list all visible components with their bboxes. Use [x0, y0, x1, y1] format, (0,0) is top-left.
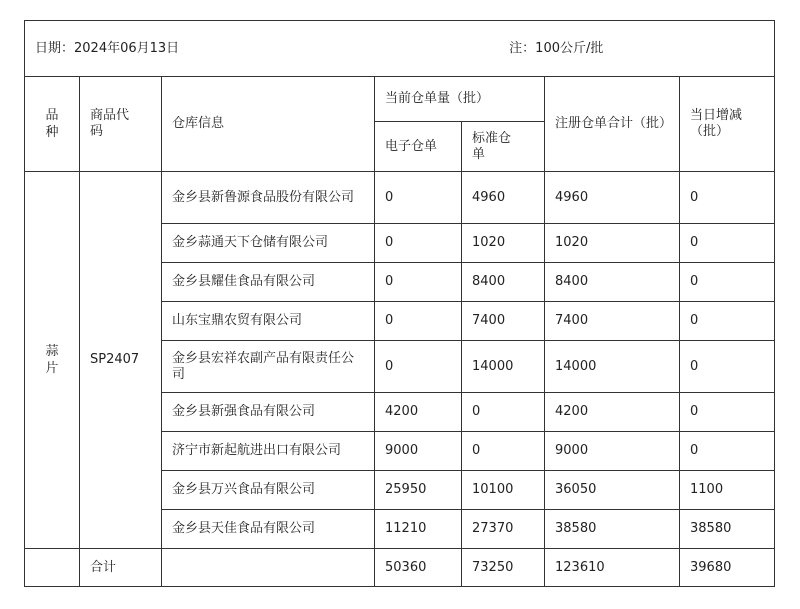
standard-cell: 27370 — [462, 510, 545, 549]
summary-electronic: 50360 — [375, 549, 462, 587]
col-code-header: 商品代码 — [80, 77, 162, 172]
change-cell: 0 — [680, 302, 775, 341]
warehouse-cell: 济宁市新起航进出口有限公司 — [162, 432, 375, 471]
col-current-group-header: 当前仓单量（批） — [375, 77, 545, 122]
total-cell: 4200 — [545, 393, 680, 432]
electronic-cell: 9000 — [375, 432, 462, 471]
change-cell: 1100 — [680, 471, 775, 510]
change-cell: 0 — [680, 263, 775, 302]
summary-row — [25, 549, 775, 587]
total-cell: 1020 — [545, 224, 680, 263]
standard-cell: 14000 — [462, 341, 545, 393]
standard-cell: 7400 — [462, 302, 545, 341]
warehouse-cell: 金乡蒜通天下仓储有限公司 — [162, 224, 375, 263]
electronic-cell: 0 — [375, 224, 462, 263]
warehouse-cell: 金乡县宏祥农副产品有限责任公司 — [162, 341, 375, 393]
standard-cell: 8400 — [462, 263, 545, 302]
total-cell: 8400 — [545, 263, 680, 302]
warehouse-cell: 山东宝鼎农贸有限公司 — [162, 302, 375, 341]
summary-total: 123610 — [545, 549, 680, 587]
electronic-cell: 0 — [375, 302, 462, 341]
info-row — [25, 21, 775, 77]
report-date: 日期：2024年06月13日 — [35, 40, 180, 56]
electronic-cell: 0 — [375, 263, 462, 302]
total-cell: 7400 — [545, 302, 680, 341]
warehouse-cell: 金乡县新鲁源食品股份有限公司 — [162, 172, 375, 224]
change-cell: 0 — [680, 341, 775, 393]
electronic-cell: 4200 — [375, 393, 462, 432]
change-cell: 0 — [680, 224, 775, 263]
standard-cell: 10100 — [462, 471, 545, 510]
change-cell: 0 — [680, 172, 775, 224]
info-cell — [25, 21, 775, 77]
total-cell: 4960 — [545, 172, 680, 224]
standard-cell: 4960 — [462, 172, 545, 224]
col-variety-header: 品种 — [25, 77, 80, 172]
total-cell: 9000 — [545, 432, 680, 471]
electronic-cell: 0 — [375, 172, 462, 224]
code-cell: SP2407 — [80, 172, 162, 549]
variety-cell: 蒜片 — [25, 172, 80, 549]
warehouse-receipt-table — [24, 20, 775, 587]
col-registered-total-header: 注册仓单合计（批） — [545, 77, 680, 172]
warehouse-cell: 金乡县天佳食品有限公司 — [162, 510, 375, 549]
standard-cell: 1020 — [462, 224, 545, 263]
header-row-1 — [25, 77, 775, 122]
electronic-cell: 0 — [375, 341, 462, 393]
change-cell: 0 — [680, 432, 775, 471]
warehouse-cell: 金乡县耀佳食品有限公司 — [162, 263, 375, 302]
total-cell: 14000 — [545, 341, 680, 393]
total-cell: 36050 — [545, 471, 680, 510]
col-warehouse-header: 仓库信息 — [162, 77, 375, 172]
summary-standard: 73250 — [462, 549, 545, 587]
table-row — [25, 172, 775, 224]
summary-label: 合计 — [80, 549, 162, 587]
total-cell: 38580 — [545, 510, 680, 549]
col-electronic-header: 电子仓单 — [375, 122, 462, 172]
summary-variety-cell — [25, 549, 80, 587]
unit-note: 注：100公斤/批 — [509, 40, 604, 56]
change-cell: 38580 — [680, 510, 775, 549]
change-cell: 0 — [680, 393, 775, 432]
col-daily-change-header: 当日增减（批） — [680, 77, 775, 172]
col-standard-header: 标准仓单 — [462, 122, 545, 172]
summary-change: 39680 — [680, 549, 775, 587]
warehouse-cell: 金乡县万兴食品有限公司 — [162, 471, 375, 510]
electronic-cell: 25950 — [375, 471, 462, 510]
warehouse-cell: 金乡县新强食品有限公司 — [162, 393, 375, 432]
summary-warehouse-cell — [162, 549, 375, 587]
electronic-cell: 11210 — [375, 510, 462, 549]
standard-cell: 0 — [462, 432, 545, 471]
standard-cell: 0 — [462, 393, 545, 432]
